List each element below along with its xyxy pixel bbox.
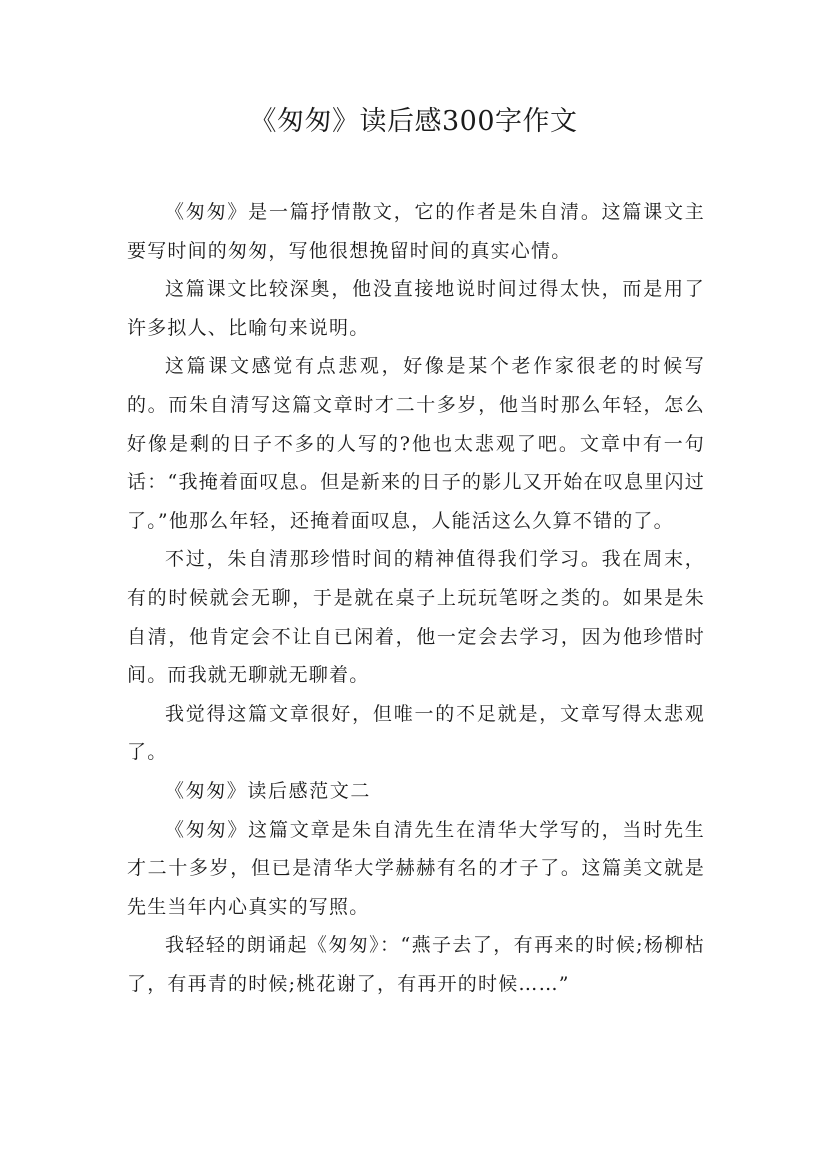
paragraph-background: 《匆匆》这篇文章是朱自清先生在清华大学写的，当时先生才二十多岁，但已是清华大学赫赫有名的才子了。这篇美文就是先生当年内心真实的写照。 <box>127 818 705 918</box>
section-heading-sample-two: 《匆匆》读后感范文二 <box>165 779 372 802</box>
paragraph-conclusion: 我觉得这篇文章很好，但唯一的不足就是，文章写得太悲观了。 <box>127 702 705 764</box>
paragraph-style: 这篇课文比较深奥，他没直接地说时间过得太快，而是用了许多拟人、比喻句来说明。 <box>127 278 705 339</box>
paragraph-lesson: 不过，朱自清那珍惜时间的精神值得我们学习。我在周末，有的时候就会无聊，于是就在桌子上玩玩笔呀之类的。如果是朱自清，他肯定会不让自已闲着，他一定会去学习，因为他珍惜时间。而我就无聊就无聊着。 <box>127 548 705 687</box>
paragraph-intro: 《匆匆》是一篇抒情散文，它的作者是朱自清。这篇课文主要写时间的匆匆，写他很想挽留时间的真实心情。 <box>127 201 705 262</box>
paragraph-recitation: 我轻轻的朗诵起《匆匆》：“燕子去了，有再来的时候;杨柳枯了，有再青的时候;桃花谢了，有再开的时候……” <box>127 934 705 995</box>
paragraph-pessimism: 这篇课文感觉有点悲观，好像是某个老作家很老的时候写的。而朱自清写这篇文章时才二十多岁，他当时那么年轻，怎么好像是剩的日子不多的人写的?他也太悲观了吧。文章中有一句话：“我掩着面叹息。但是新来的日子的影儿又开始在叹息里闪过了。”他那么年轻，还掩着面叹息，人能活这么久算不错的了。 <box>127 355 705 532</box>
document-body <box>127 193 705 1003</box>
document-title: 《匆匆》读后感300字作文 <box>249 106 578 137</box>
